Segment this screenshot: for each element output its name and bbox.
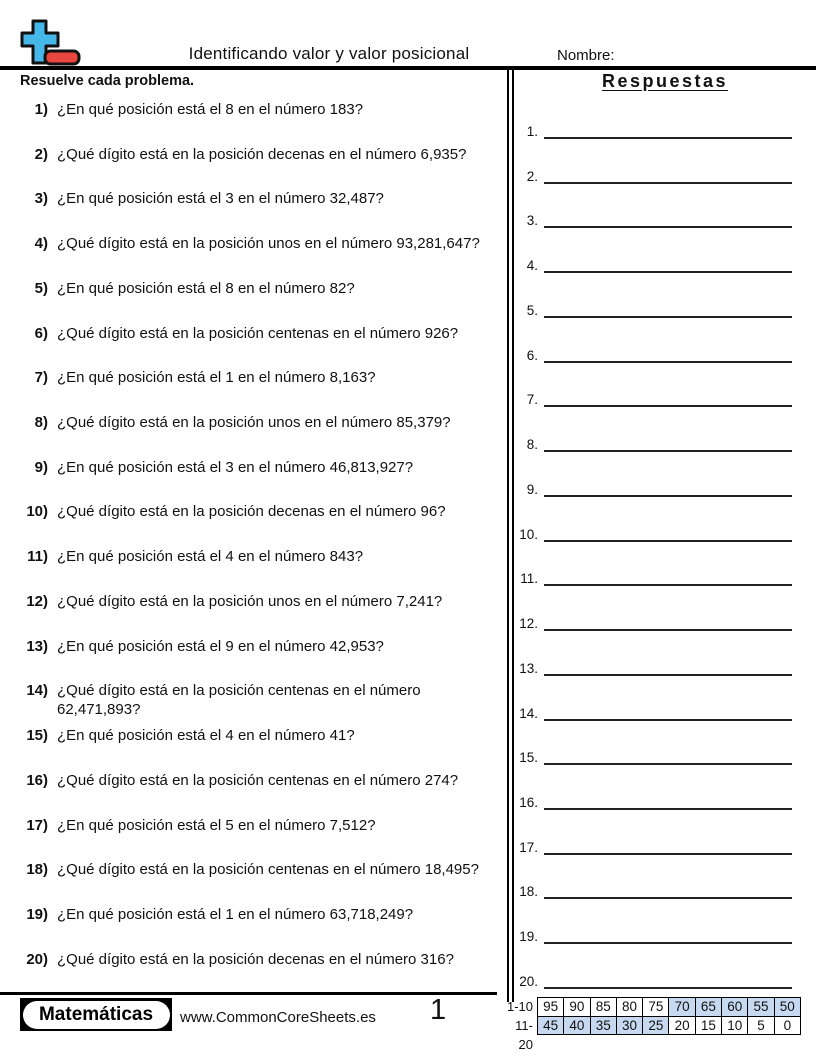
answer-row <box>511 792 792 837</box>
question-text: ¿Qué dígito está en la posición centenas en el número 18,495? <box>57 861 479 879</box>
answer-row <box>511 703 792 748</box>
question-number: 18) <box>26 861 48 879</box>
question-number: 8) <box>34 414 48 432</box>
question-text: ¿Qué dígito está en la posición unos en el número 85,379? <box>57 414 451 432</box>
answers-title: Respuestas <box>601 71 729 91</box>
answer-row <box>511 479 792 524</box>
score-cell: 30 <box>616 1016 643 1036</box>
question-text: ¿En qué posición está el 4 en el número 41? <box>57 727 355 745</box>
question-row <box>20 366 504 411</box>
question-text: ¿En qué posición está el 4 en el número 843? <box>57 548 364 566</box>
answers-list <box>511 121 792 1016</box>
score-cell: 95 <box>537 997 564 1017</box>
answer-number: 19. <box>519 929 538 945</box>
answer-row <box>511 300 792 345</box>
answer-row <box>511 926 792 971</box>
score-cell: 20 <box>668 1016 695 1036</box>
score-cell: 15 <box>695 1016 722 1036</box>
answer-blank-line[interactable] <box>544 210 792 228</box>
instructions-text: Resuelve cada problema. <box>20 73 195 89</box>
answer-blank-line[interactable] <box>544 792 792 810</box>
answer-number: 12. <box>519 616 538 632</box>
question-text: ¿En qué posición está el 3 en el número 32,487? <box>57 190 384 208</box>
question-number: 5) <box>34 279 48 297</box>
answer-number: 10. <box>519 526 538 542</box>
answer-row <box>511 121 792 166</box>
question-number: 20) <box>26 950 48 968</box>
score-cell: 0 <box>774 1016 801 1036</box>
question-number: 15) <box>26 727 48 745</box>
answer-blank-line[interactable] <box>544 658 792 676</box>
question-row <box>20 679 504 724</box>
question-number: 1) <box>34 101 48 118</box>
answer-row <box>511 210 792 255</box>
answer-blank-line[interactable] <box>544 837 792 855</box>
answer-number: 4. <box>526 258 538 274</box>
question-row <box>20 769 504 814</box>
question-text: ¿Qué dígito está en la posición decenas en el número 316? <box>57 950 454 968</box>
question-row <box>20 948 504 993</box>
score-cell: 40 <box>563 1016 590 1036</box>
page-number: 1 <box>430 994 447 1026</box>
footer-rule <box>0 992 497 995</box>
score-cell: 35 <box>590 1016 617 1036</box>
answer-number: 18. <box>519 884 538 900</box>
answer-number: 20. <box>519 973 538 989</box>
answer-row <box>511 837 792 882</box>
score-table-row <box>505 1016 801 1055</box>
score-table <box>505 997 801 1055</box>
answer-number: 1. <box>526 124 538 139</box>
answer-row <box>511 345 792 390</box>
question-row <box>20 590 504 635</box>
answer-number: 15. <box>519 750 538 766</box>
subject-badge <box>20 998 172 1031</box>
answer-row <box>511 613 792 658</box>
answer-blank-line[interactable] <box>544 971 792 989</box>
question-text: ¿En qué posición está el 8 en el número 183? <box>57 101 364 118</box>
subject-badge-label: Matemáticas <box>23 1001 170 1029</box>
question-number: 6) <box>34 324 48 342</box>
question-row <box>20 143 504 188</box>
answer-blank-line[interactable] <box>544 166 792 184</box>
answer-blank-line[interactable] <box>544 121 792 139</box>
header-rule <box>0 66 816 70</box>
score-cell: 25 <box>642 1016 669 1036</box>
question-number: 12) <box>26 592 48 610</box>
answer-blank-line[interactable] <box>544 568 792 586</box>
question-row <box>20 411 504 456</box>
question-row <box>20 635 504 680</box>
question-row <box>20 98 504 143</box>
answer-number: 17. <box>519 839 538 855</box>
website-text: www.CommonCoreSheets.es <box>180 1009 376 1026</box>
question-text: ¿En qué posición está el 8 en el número 82? <box>57 279 355 297</box>
question-row <box>20 277 504 322</box>
score-cell: 70 <box>668 997 695 1017</box>
question-row <box>20 456 504 501</box>
score-table-row <box>505 997 801 1017</box>
answer-blank-line[interactable] <box>544 255 792 273</box>
answer-number: 3. <box>526 213 538 229</box>
question-text: ¿Qué dígito está en la posición centenas en el número 926? <box>57 324 459 342</box>
answer-blank-line[interactable] <box>544 300 792 318</box>
questions-list <box>20 98 504 992</box>
score-cell: 55 <box>747 997 774 1017</box>
score-cell: 75 <box>642 997 669 1017</box>
answer-blank-line[interactable] <box>544 881 792 899</box>
question-row <box>20 187 504 232</box>
question-text: ¿Qué dígito está en la posición decenas en el número 6,935? <box>57 145 467 163</box>
answer-row <box>511 255 792 300</box>
question-number: 16) <box>26 771 48 789</box>
answer-blank-line[interactable] <box>544 389 792 407</box>
answer-number: 5. <box>526 302 538 318</box>
answer-row <box>511 881 792 926</box>
question-text: ¿En qué posición está el 9 en el número 42,953? <box>57 637 384 655</box>
answer-blank-line[interactable] <box>544 434 792 452</box>
answer-blank-line[interactable] <box>544 524 792 542</box>
question-text: ¿Qué dígito está en la posición unos en el número 93,281,647? <box>57 235 480 253</box>
question-number: 9) <box>34 458 48 476</box>
name-label: Nombre: <box>557 47 615 64</box>
question-text: ¿En qué posición está el 3 en el número 46,813,927? <box>57 458 414 476</box>
score-row-label: 1-10 <box>506 999 533 1014</box>
question-row <box>20 858 504 903</box>
question-text: ¿Qué dígito está en la posición decenas en el número 96? <box>57 503 446 521</box>
question-number: 11) <box>27 548 48 566</box>
score-cell: 45 <box>537 1016 564 1036</box>
answer-row <box>511 434 792 479</box>
question-number: 17) <box>26 816 48 834</box>
question-row <box>20 903 504 948</box>
question-text: ¿En qué posición está el 1 en el número 63,718,249? <box>57 905 414 923</box>
answer-number: 11. <box>520 571 538 587</box>
answer-row <box>511 747 792 792</box>
answer-number: 13. <box>519 660 538 676</box>
score-row-label: 11-20 <box>515 1017 533 1052</box>
answer-blank-line[interactable] <box>544 479 792 497</box>
question-number: 7) <box>34 369 48 387</box>
answer-number: 6. <box>526 347 538 363</box>
score-cell: 10 <box>721 1016 748 1036</box>
question-row <box>20 724 504 769</box>
score-cell: 85 <box>590 997 617 1017</box>
answer-row <box>511 524 792 569</box>
answer-number: 8. <box>526 437 538 453</box>
question-row <box>20 322 504 367</box>
answer-number: 14. <box>519 705 538 721</box>
question-text: ¿En qué posición está el 1 en el número 8,163? <box>57 369 376 387</box>
answer-row <box>511 658 792 703</box>
answer-number: 2. <box>526 168 538 184</box>
question-row <box>20 232 504 277</box>
question-text: ¿Qué dígito está en la posición centenas en el número 274? <box>57 771 459 789</box>
question-text: ¿Qué dígito está en la posición unos en el número 7,241? <box>57 592 443 610</box>
question-number: 19) <box>26 905 48 923</box>
answer-blank-line[interactable] <box>544 613 792 631</box>
question-row <box>20 814 504 859</box>
question-text: ¿Qué dígito está en la posición centenas en el número 62,471,893? <box>57 682 421 719</box>
question-number: 2) <box>34 145 48 163</box>
question-number: 14) <box>26 682 48 700</box>
question-text: ¿En qué posición está el 5 en el número 7,512? <box>57 816 376 834</box>
question-number: 13) <box>26 637 48 655</box>
answer-blank-line[interactable] <box>544 747 792 765</box>
answer-number: 16. <box>519 795 538 811</box>
answer-blank-line[interactable] <box>544 926 792 944</box>
score-cell: 65 <box>695 997 722 1017</box>
question-number: 10) <box>26 503 48 521</box>
answer-blank-line[interactable] <box>544 703 792 721</box>
question-row <box>20 500 504 545</box>
page-title: Identificando valor y valor posicional <box>188 44 470 63</box>
answer-number: 9. <box>526 481 538 497</box>
score-cell: 80 <box>616 997 643 1017</box>
score-cell: 50 <box>774 997 801 1017</box>
question-number: 3) <box>34 190 48 208</box>
answer-row <box>511 166 792 211</box>
answer-number: 7. <box>526 392 538 408</box>
question-row <box>20 545 504 590</box>
answer-row <box>511 389 792 434</box>
score-cell: 5 <box>747 1016 774 1036</box>
question-number: 4) <box>34 235 48 253</box>
answer-blank-line[interactable] <box>544 345 792 363</box>
answer-row <box>511 568 792 613</box>
score-cell: 90 <box>563 997 590 1017</box>
score-cell: 60 <box>721 997 748 1017</box>
